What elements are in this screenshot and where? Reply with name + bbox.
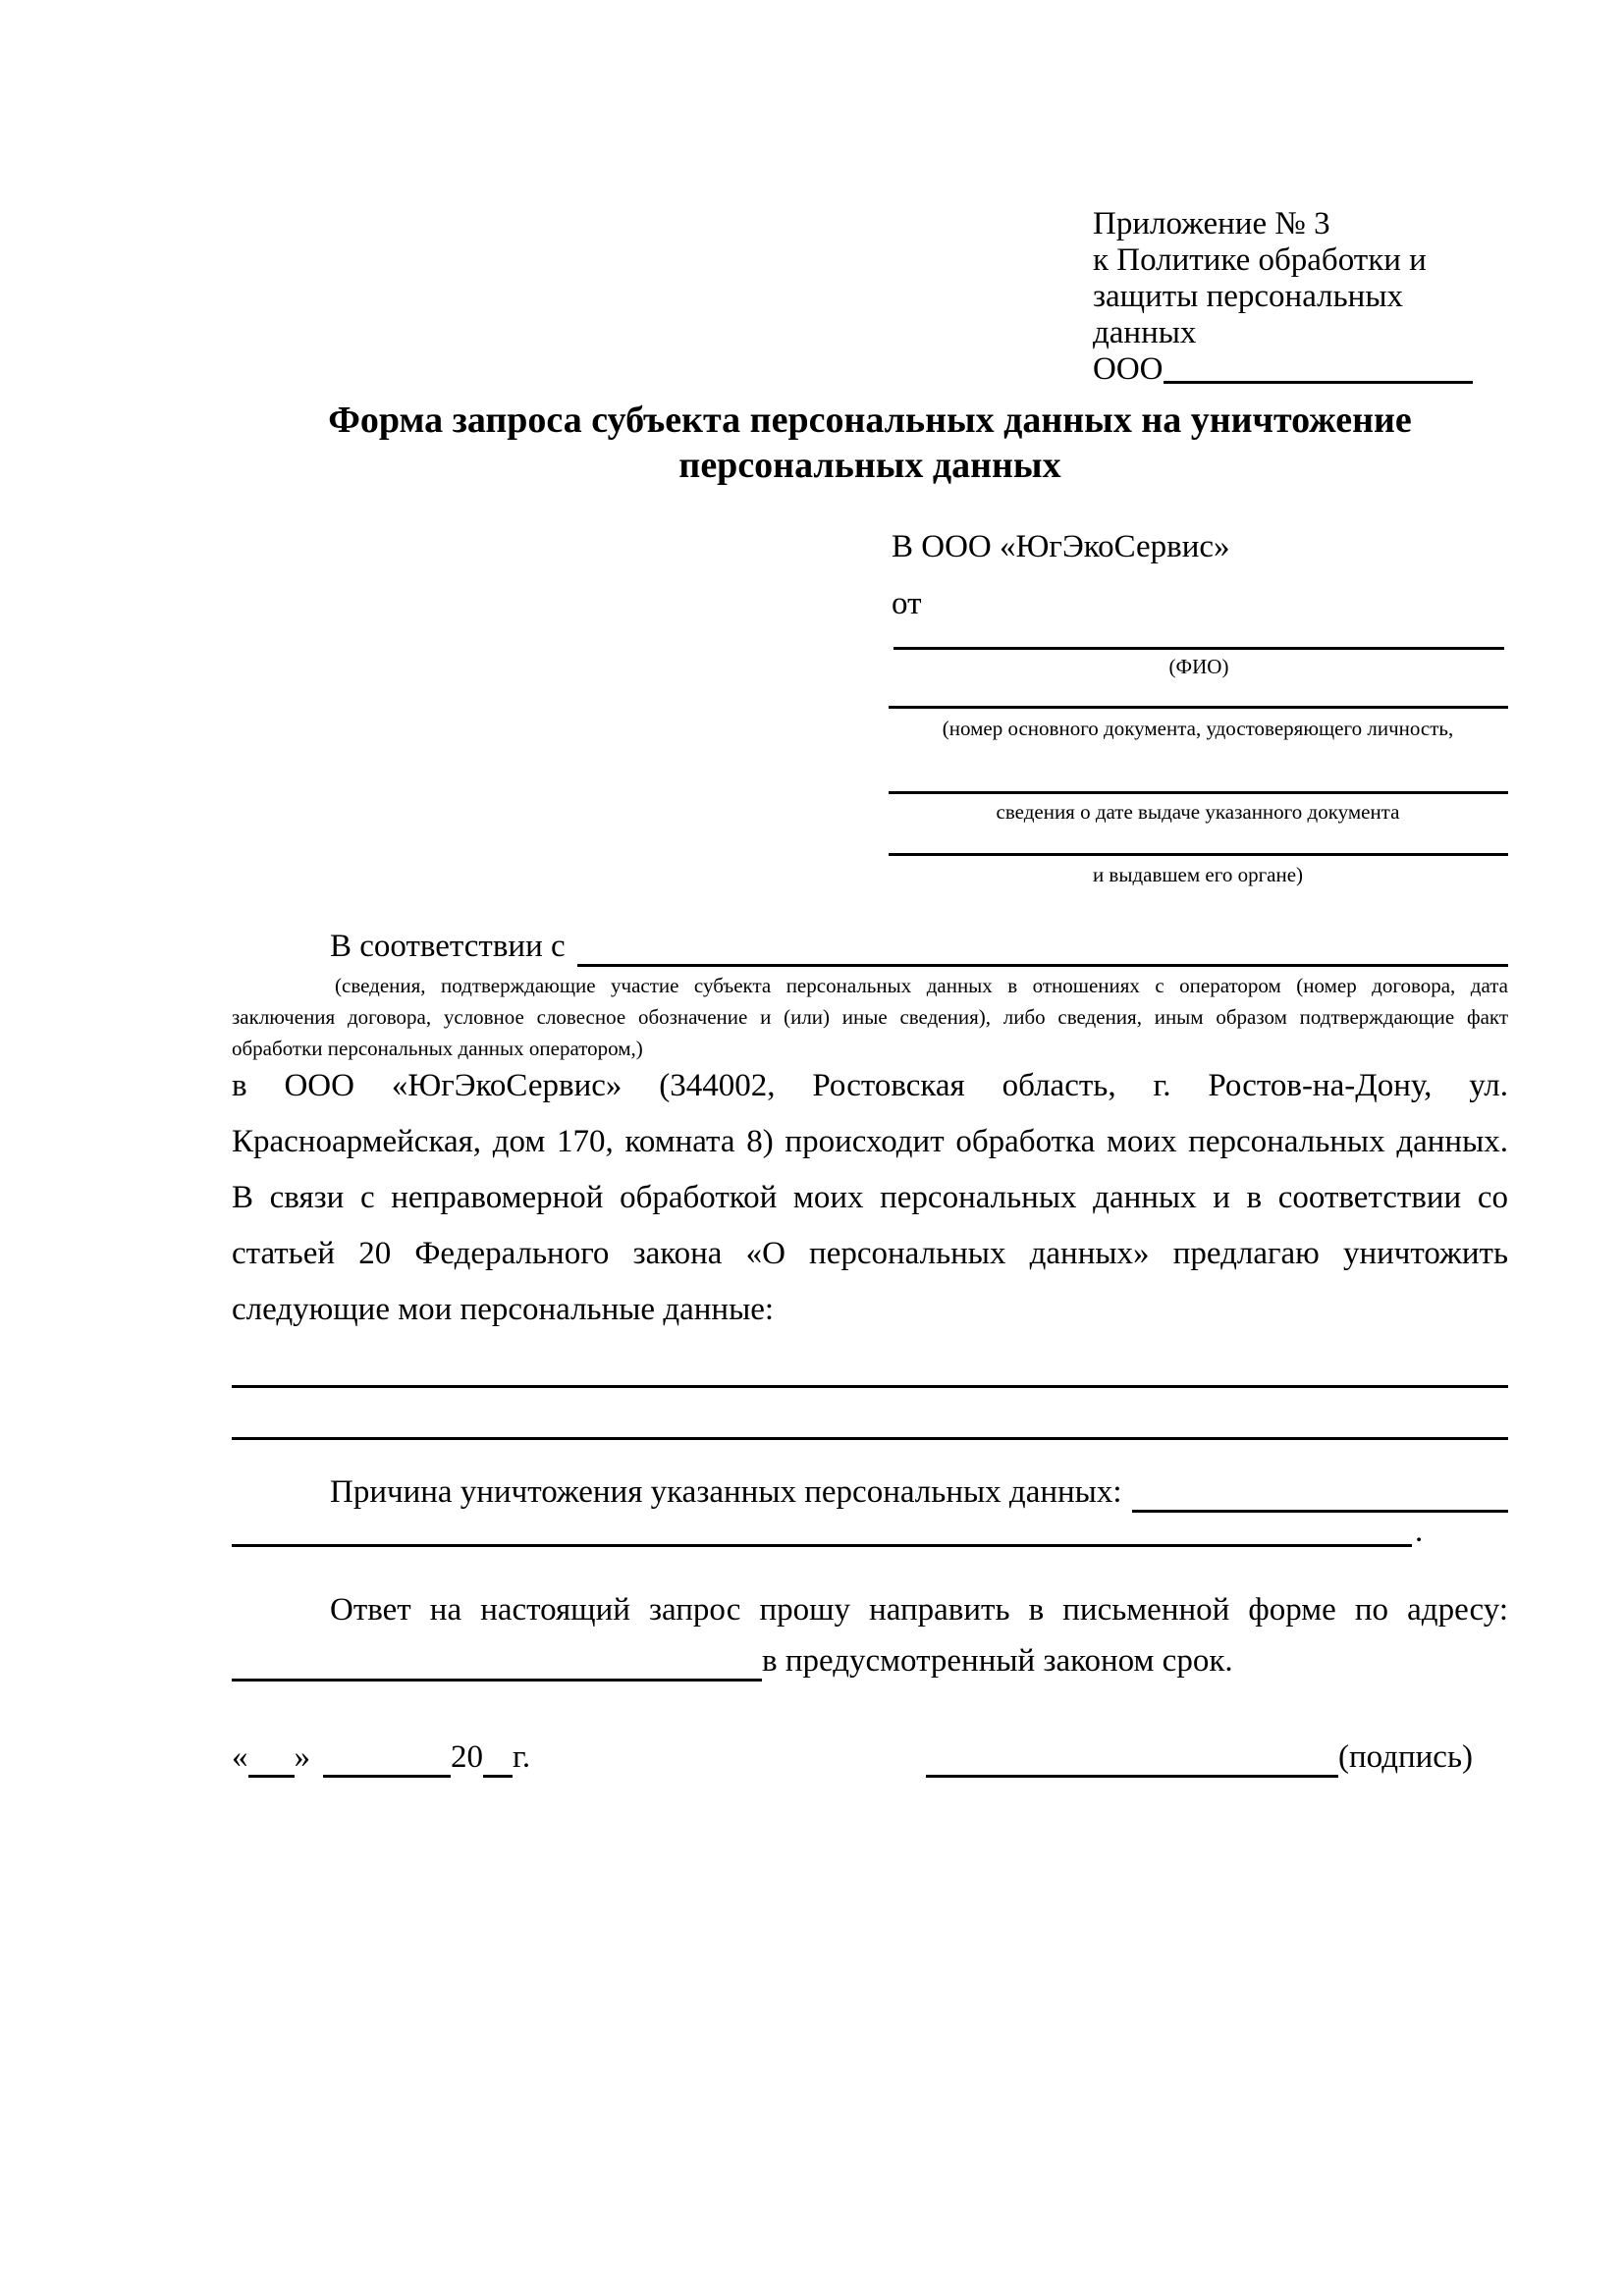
answer-request-line: Ответ на настоящий запрос прошу направить в письменной форме по адресу: xyxy=(330,1592,1508,1628)
signature-blank-field xyxy=(926,1739,1338,1778)
explanatory-note-line: (сведения, подтверждающие участие субъекта персональных данных в отношениях с оператором (номер договора, дата xyxy=(335,974,1508,997)
signature-caption: (подпись) xyxy=(1338,1739,1473,1775)
reason-blank-field xyxy=(1132,1474,1508,1513)
reason-trailing-period: . xyxy=(1415,1514,1424,1549)
answer-address-row xyxy=(232,1643,1508,1686)
appendix-header xyxy=(1093,206,1505,388)
document-number-blank-field xyxy=(889,706,1508,709)
main-paragraph-line: Красноармейская, дом 170, комната 8) происходит обработка моих персональных данных. xyxy=(232,1124,1508,1159)
fio-blank-field xyxy=(893,647,1504,650)
reason-row xyxy=(232,1474,1508,1518)
explanatory-note-line: заключения договора, условное словесное обозначение и (или) иные сведения), либо сведения, иным образом подтверждающие факт xyxy=(232,1005,1508,1029)
date-month-blank-field xyxy=(323,1739,451,1778)
accordance-label: В соответствии с xyxy=(330,929,566,964)
addressee-from-label: от xyxy=(892,586,922,621)
accordance-row xyxy=(232,929,1508,972)
date-year-prefix: 20 xyxy=(451,1739,483,1775)
explanatory-note-line: обработки персональных данных оператором,) xyxy=(232,1037,643,1060)
document-issue-date-blank-field xyxy=(889,791,1508,794)
reason-label: Причина уничтожения указанных персональных данных: xyxy=(330,1474,1122,1510)
date-year-suffix: г. xyxy=(513,1739,531,1775)
answer-address-blank-field xyxy=(232,1643,762,1682)
accordance-blank-field xyxy=(577,929,1508,967)
main-paragraph-line: статьей 20 Федерального закона «О персональных данных» предлагаю уничтожить xyxy=(232,1236,1508,1271)
date-day-blank-field xyxy=(248,1739,295,1778)
issuing-authority-caption: и выдавшем его органе) xyxy=(1092,863,1304,886)
document-title xyxy=(232,398,1508,488)
appendix-number-line: Приложение № 3 xyxy=(1093,206,1330,241)
document-title-line-1: Форма запроса субъекта персональных данных на уничтожение xyxy=(328,400,1412,441)
document-title-line-2: персональных данных xyxy=(678,445,1061,486)
main-paragraph-line: в ООО «ЮгЭкоСервис» (344002, Ростовская область, г. Ростов-на-Дону, ул. xyxy=(232,1068,1508,1103)
main-paragraph-line: следующие мои персональные данные: xyxy=(232,1292,775,1327)
addressee-to-line: В ООО «ЮгЭкоСервис» xyxy=(892,529,1230,564)
document-number-caption: (номер основного документа, удостоверяющего личность, xyxy=(942,717,1454,740)
policy-reference-line-2: защиты персональных данных xyxy=(1093,279,1403,350)
ooo-label: ООО xyxy=(1093,351,1164,387)
personal-data-blank-field-1 xyxy=(232,1385,1508,1388)
issuing-authority-blank-field xyxy=(889,853,1508,856)
personal-data-blank-field-2 xyxy=(232,1437,1508,1440)
date-close-quote: » xyxy=(294,1739,310,1775)
date-year-blank-field xyxy=(483,1739,513,1778)
main-paragraph-line: В связи с неправомерной обработкой моих персональных данных и в соответствии со xyxy=(232,1180,1508,1215)
organization-name-row xyxy=(1093,351,1505,388)
addressee-block xyxy=(892,518,1230,632)
reason-blank-field-continued xyxy=(232,1544,1412,1547)
date-group xyxy=(232,1739,530,1783)
explanatory-notes xyxy=(232,970,1508,1064)
document-issue-date-caption: сведения о дате выдаче указанного документа xyxy=(996,800,1400,824)
fio-caption: (ФИО) xyxy=(1168,655,1229,678)
date-signature-row xyxy=(232,1739,1473,1783)
main-paragraph xyxy=(232,1058,1508,1338)
organization-name-blank-field xyxy=(1164,351,1473,384)
signature-group xyxy=(926,1739,1473,1783)
answer-tail-text: в предусмотренный законом срок. xyxy=(762,1643,1233,1679)
date-open-quote: « xyxy=(232,1739,248,1775)
policy-reference-line-1: к Политике обработки и xyxy=(1093,242,1427,278)
